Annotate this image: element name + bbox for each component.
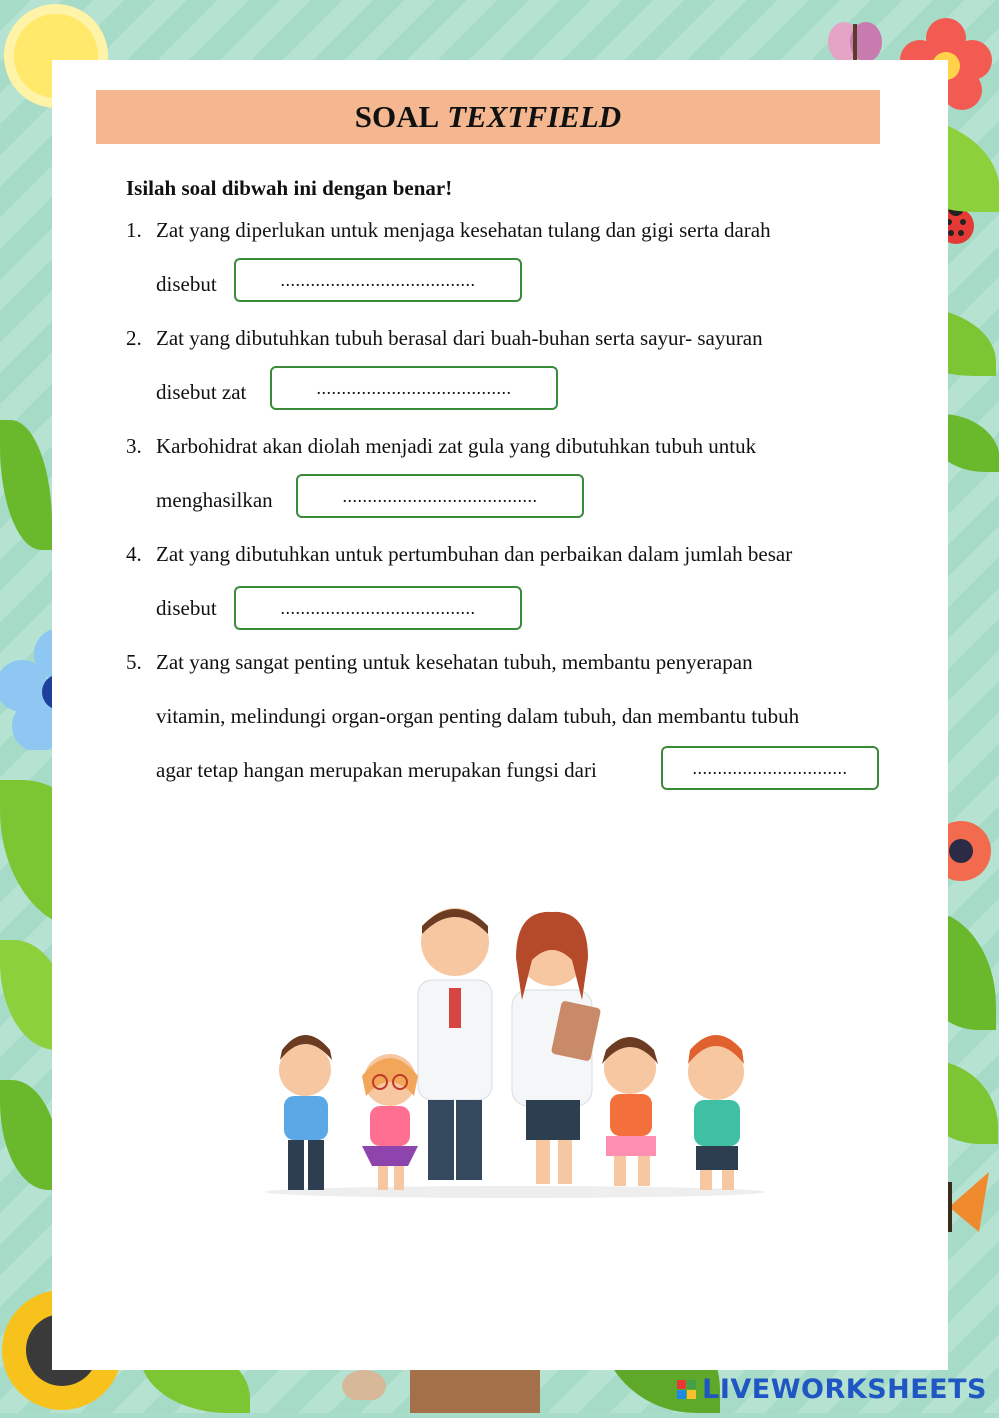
answer-4-input[interactable]: ....................................... (234, 586, 522, 630)
title-main: SOAL (354, 99, 440, 134)
question-2-continuation: disebut zat (156, 380, 247, 404)
logo-square (677, 1390, 686, 1399)
question-5-continuation: agar tetap hangan merupakan merupakan fungsi dari (156, 758, 597, 782)
question-1 (126, 218, 771, 243)
question-number: 4. (126, 542, 142, 566)
answer-2-input[interactable]: ....................................... (270, 366, 558, 410)
title-bar (96, 90, 880, 144)
question-4 (126, 542, 792, 567)
logo-square (687, 1390, 696, 1399)
question-number: 2. (126, 326, 142, 350)
question-text: Zat yang dibutuhkan untuk pertumbuhan dan perbaikan dalam jumlah besar (156, 542, 793, 566)
answer-1-input[interactable]: ....................................... (234, 258, 522, 302)
question-number: 3. (126, 434, 142, 458)
brand-logo-icon (677, 1380, 696, 1399)
instruction-text: Isilah soal dibwah ini dengan benar! (126, 176, 453, 200)
question-1-continuation: disebut (156, 272, 217, 296)
liveworksheets-brand[interactable] (677, 1374, 987, 1405)
question-3-continuation: menghasilkan (156, 488, 273, 512)
question-number: 1. (126, 218, 142, 242)
question-2 (126, 326, 763, 351)
question-3 (126, 434, 756, 459)
question-text: Zat yang diperlukan untuk menjaga kesehatan tulang dan gigi serta darah (156, 218, 771, 242)
logo-square (677, 1380, 686, 1389)
question-text: Zat yang sangat penting untuk kesehatan tubuh, membantu penyerapan (156, 650, 753, 674)
question-text: Karbohidrat akan diolah menjadi zat gula yang dibutuhkan tubuh untuk (156, 434, 757, 458)
brand-text: LIVEWORKSHEETS (702, 1374, 987, 1405)
question-text: Zat yang dibutuhkan tubuh berasal dari buah-buhan serta sayur- sayuran (156, 326, 763, 350)
title-italic: TEXTFIELD (447, 99, 622, 134)
question-5-continuation: vitamin, melindungi organ-organ penting dalam tubuh, dan membantu tubuh (156, 704, 800, 728)
answer-5-input[interactable]: ............................... (661, 746, 879, 790)
question-number: 5. (126, 650, 142, 674)
logo-square (687, 1380, 696, 1389)
question-4-continuation: disebut (156, 596, 217, 620)
answer-3-input[interactable]: ....................................... (296, 474, 584, 518)
doctors-and-children-illustration (250, 900, 780, 1200)
question-5 (126, 650, 753, 675)
